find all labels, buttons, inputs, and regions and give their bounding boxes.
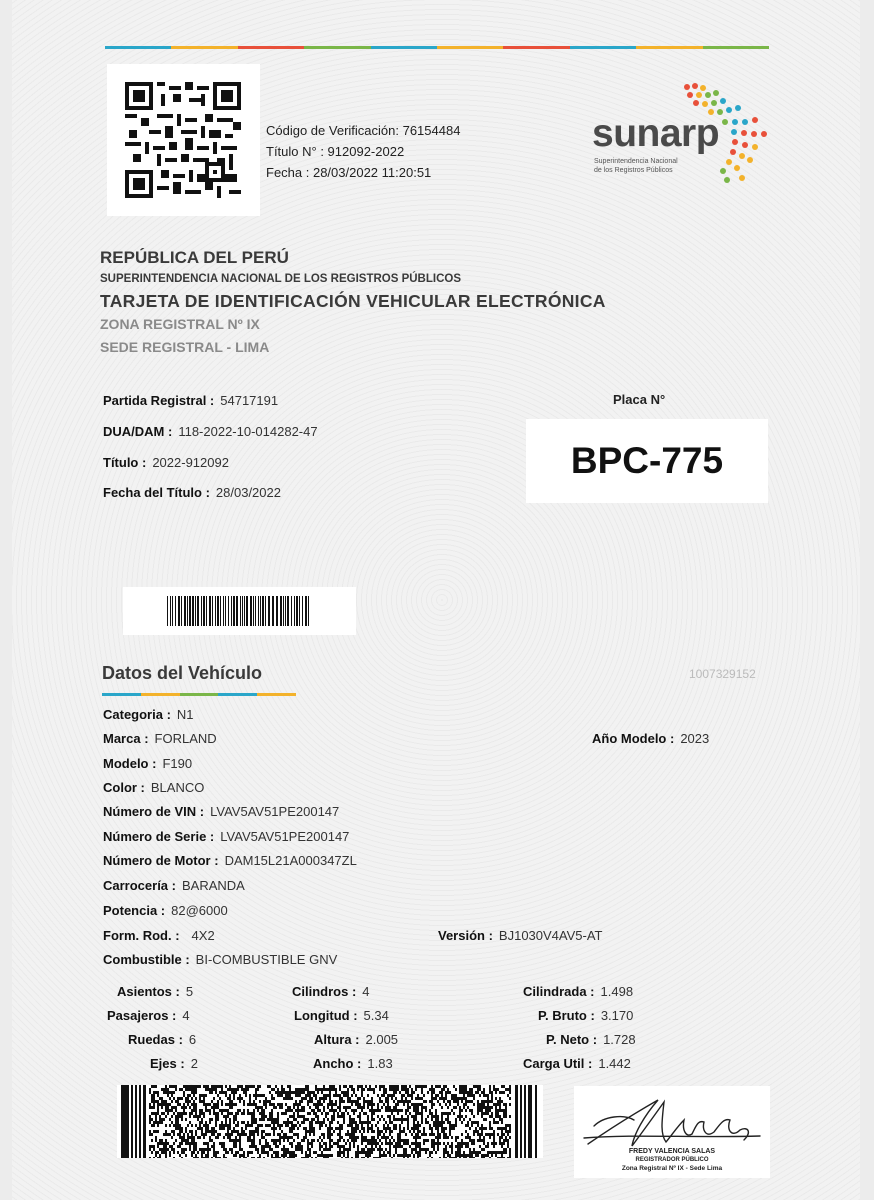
datos-color-rule <box>102 693 296 696</box>
fecha-emision: Fecha : 28/03/2022 11:20:51 <box>266 165 432 180</box>
version-label: Versión : <box>438 928 493 943</box>
fecha-titulo-value: 28/03/2022 <box>215 485 281 500</box>
codigo-verificacion: Código de Verificación: 76154484 <box>266 123 461 138</box>
cilindrada-value: 1.498 <box>600 984 634 999</box>
sunarp-sub-line2: de los Registros Públicos <box>594 167 673 174</box>
ruedas-value: 6 <box>188 1032 197 1047</box>
ancho-label: Ancho : <box>313 1056 362 1071</box>
partida-value: 54717191 <box>220 393 279 408</box>
version-value: BJ1030V4AV5-AT <box>498 928 603 943</box>
barcode-icon <box>167 596 312 626</box>
longitud-label: Longitud : <box>294 1008 358 1023</box>
marca-value: FORLAND <box>154 731 217 746</box>
spec-p-neto <box>546 1032 636 1047</box>
marca-label: Marca : <box>103 731 149 746</box>
republica-heading: REPÚBLICA DEL PERÚ <box>100 248 289 267</box>
vin-value: LVAV5AV51PE200147 <box>210 804 340 819</box>
pbruto-value: 3.170 <box>600 1008 634 1023</box>
field-dua <box>103 424 318 439</box>
ancho-value: 1.83 <box>367 1056 393 1071</box>
asientos-label: Asientos : <box>117 984 180 999</box>
formrod-value: 4X2 <box>191 928 215 943</box>
spec-altura <box>314 1032 398 1047</box>
field-marca <box>103 731 217 746</box>
anio-value: 2023 <box>680 731 710 746</box>
categoria-value: N1 <box>176 707 194 722</box>
spec-ancho <box>313 1056 393 1071</box>
field-serie <box>103 829 349 844</box>
dua-label: DUA/DAM : <box>103 424 173 439</box>
carga-value: 1.442 <box>598 1056 631 1071</box>
motor-value: DAM15L21A000347ZL <box>224 853 357 868</box>
sunarp-sub-line1: Superintendencia Nacional <box>594 158 678 165</box>
pneto-label: P. Neto : <box>546 1032 598 1047</box>
ejes-value: 2 <box>190 1056 198 1071</box>
spec-carga-util <box>523 1056 631 1071</box>
registrador-zona: Zona Registral Nº IX - Sede Lima <box>621 1165 723 1172</box>
field-partida <box>103 393 278 408</box>
titulo-value: 2022-912092 <box>152 455 229 470</box>
spec-p-bruto <box>538 1008 633 1023</box>
spec-pasajeros <box>107 1008 190 1023</box>
carroceria-value: BARANDA <box>181 878 245 893</box>
spec-ruedas <box>128 1032 196 1047</box>
registrador-name: FREDY VALENCIA SALAS <box>628 1148 716 1155</box>
qr-code <box>107 64 260 216</box>
field-fecha-titulo <box>103 485 281 500</box>
potencia-value: 82@6000 <box>171 903 228 918</box>
top-color-rule <box>105 46 769 49</box>
altura-value: 2.005 <box>365 1032 399 1047</box>
dua-value: 118-2022-10-014282-47 <box>178 424 318 439</box>
spec-cilindrada <box>523 984 633 999</box>
combustible-value: BI-COMBUSTIBLE GNV <box>195 952 338 967</box>
field-color <box>103 780 204 795</box>
signature-block <box>574 1086 770 1178</box>
field-version <box>438 928 603 943</box>
document-serial: 1007329152 <box>689 667 756 681</box>
cilindros-label: Cilindros : <box>292 984 357 999</box>
pasajeros-label: Pasajeros : <box>107 1008 177 1023</box>
spec-asientos <box>117 984 193 999</box>
pbruto-label: P. Bruto : <box>538 1008 595 1023</box>
altura-label: Altura : <box>314 1032 360 1047</box>
sunarp-subtitle <box>594 157 678 175</box>
verification-block <box>266 120 460 183</box>
zona-registral: ZONA REGISTRAL Nº IX <box>100 316 260 332</box>
carroceria-label: Carrocería : <box>103 878 176 893</box>
cilindrada-label: Cilindrada : <box>523 984 595 999</box>
ruedas-label: Ruedas : <box>128 1032 183 1047</box>
combustible-label: Combustible : <box>103 952 190 967</box>
categoria-label: Categoria : <box>103 707 171 722</box>
field-carroceria <box>103 878 245 893</box>
carga-label: Carga Util : <box>523 1056 593 1071</box>
spec-cilindros <box>292 984 370 999</box>
sunarp-logo <box>592 82 782 187</box>
titulo-label: Título : <box>103 455 147 470</box>
ejes-label: Ejes : <box>150 1056 185 1071</box>
field-titulo <box>103 455 229 470</box>
pdf417-icon <box>117 1085 543 1158</box>
cilindros-value: 4 <box>362 984 370 999</box>
motor-label: Número de Motor : <box>103 853 219 868</box>
sede-registral: SEDE REGISTRAL - LIMA <box>100 339 270 355</box>
placa-label: Placa N° <box>613 392 666 407</box>
modelo-value: F190 <box>162 756 193 771</box>
formrod-label: Form. Rod. : <box>103 928 180 943</box>
partida-label: Partida Registral : <box>103 393 215 408</box>
color-label: Color : <box>103 780 145 795</box>
asientos-value: 5 <box>185 984 194 999</box>
field-vin <box>103 804 339 819</box>
qr-code-icon <box>124 82 242 198</box>
datos-vehiculo-title: Datos del Vehículo <box>102 663 263 683</box>
vin-label: Número de VIN : <box>103 804 205 819</box>
longitud-value: 5.34 <box>363 1008 389 1023</box>
field-modelo <box>103 756 192 771</box>
fecha-titulo-label: Fecha del Título : <box>103 485 210 500</box>
field-form-rod <box>103 928 215 943</box>
serie-label: Número de Serie : <box>103 829 215 844</box>
pasajeros-value: 4 <box>182 1008 190 1023</box>
pdf417-barcode <box>117 1085 543 1158</box>
field-potencia <box>103 903 228 918</box>
field-anio-modelo <box>592 731 709 746</box>
modelo-label: Modelo : <box>103 756 157 771</box>
field-motor <box>103 853 357 868</box>
potencia-label: Potencia : <box>103 903 166 918</box>
handwritten-signature-icon <box>574 1086 770 1156</box>
color-value: BLANCO <box>150 780 205 795</box>
spec-longitud <box>294 1008 389 1023</box>
serie-value: LVAV5AV51PE200147 <box>220 829 350 844</box>
sunarp-wordmark: sunarp <box>592 112 720 155</box>
superintendencia-heading: SUPERINTENDENCIA NACIONAL DE LOS REGISTROS PÚBLICOS <box>100 273 462 285</box>
titulo-numero: Título N° : 912092-2022 <box>266 144 405 159</box>
placa-box <box>526 419 768 503</box>
registrador-role: REGISTRADOR PÚBLICO <box>635 1157 709 1163</box>
field-categoria <box>103 707 194 722</box>
tarjeta-heading: TARJETA DE IDENTIFICACIÓN VEHICULAR ELECTRÓNICA <box>100 291 606 311</box>
spec-ejes <box>150 1056 198 1071</box>
placa-value: BPC-775 <box>570 440 724 481</box>
anio-label: Año Modelo : <box>592 731 675 746</box>
linear-barcode <box>123 587 356 635</box>
field-combustible <box>103 952 337 967</box>
pneto-value: 1.728 <box>603 1032 636 1047</box>
